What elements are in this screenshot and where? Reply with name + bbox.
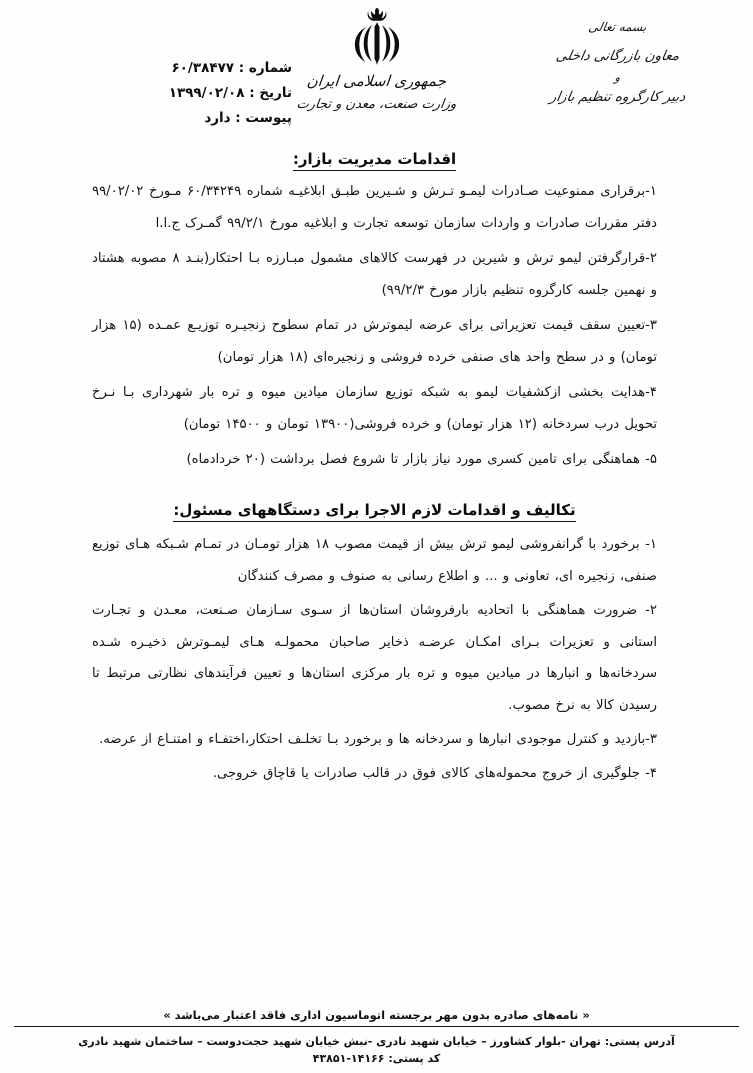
section-heading-2-text: تکالیف و اقدامات لازم الاجرا برای دستگاههای مسئول: — [173, 501, 575, 522]
clause-2-4: ۴- جلوگیری از خروج محموله‌های کالای فوق در قالب صادرات یا قاچاق خروجی. — [212, 766, 657, 782]
document-footer — [0, 1008, 753, 1065]
letter-date-label: تاریخ : — [249, 85, 292, 101]
footer-postal-code: کد پستی: ۱۴۱۶۶-۴۳۸۵۱ — [312, 1052, 441, 1065]
ministry-name: وزارت صنعت، معدن و تجارت — [295, 97, 458, 112]
footer-validity-note: « نامه‌های صادره بدون مهر برجسته اتوماسیون اداری فاقد اعتبار می‌باشد » — [163, 1007, 590, 1022]
footer-address: آدرس پستی: تهران -بلوار کشاورز – خیابان شهید نادری -نبش خیابان شهید حجت‌دوست – ساختمان شهید نادری — [78, 1034, 675, 1048]
letter-number-row — [42, 56, 292, 81]
signer-role-line-1: معاون بازرگانی داخلی — [554, 48, 681, 65]
bismillah-text: بسمه تعالی — [587, 20, 648, 34]
section-heading-mandatory-actions — [92, 501, 657, 519]
clause-2-2: ۲- ضرورت هماهنگی با اتحادیه بارفروشان استان‌ها از سـوی سـازمان صـنعت، معـدن و تجـارت استانی و تعزیرات بـرای امکـان عرضـه ذخایر صاحبان محمولـه هـای لیمـوترش ذخیـره شـده سردخانه‌ها و انبارها در میادین میوه و تره بار مرکزی استان‌ها و تعیین فرآیندهای نظارتی مرتبط تا رسیدن کالا به نرخ مصوب. — [92, 603, 657, 713]
letter-metadata — [42, 56, 292, 131]
letter-date-row — [42, 81, 292, 106]
clause-1-4: ۴-هدایت بخشی ازکشفیات لیمو به شبکه توزیع سازمان میادین میوه و تره بار شهرداری بـا نـرخ تحویل درب سردخانه (۱۲ هزار تومان) و خرده فروشی(۱۳۹۰۰ تومان و ۱۴۵۰۰ تومان) — [92, 384, 657, 432]
letter-number-label: شماره : — [238, 60, 292, 76]
document-header — [0, 0, 753, 150]
letter-attachment-row — [42, 106, 292, 131]
clause-1-3: ۳-تعیین سقف قیمت تعزیراتی برای عرضه لیموترش در تمام سطوح زنجیـره توزیـع عمـده (۱۵ هزار تومان) و در سطح واحد های صنفی خرده فروشی و زنجیره‌ای (۱۸ هزار تومان) — [92, 317, 657, 365]
iran-national-emblem-icon — [349, 8, 405, 70]
clause-1-1: ۱-برقراری ممنوعیت صـادرات لیمـو تـرش و شـیرین طبـق ابلاغیـه شماره ۶۰/۳۴۲۴۹ مـورخ ۹۹/۰۲/۰۲ دفتر مقررات صادرات و واردات سازمان توسعه تجارت و ابلاغیه مورخ ۹۹/۲/۱ گمـرک ج.ا.ا — [92, 184, 657, 231]
clause-2-3: ۳-بازدید و کنترل موجودی انبارها و سردخانه ها و برخورد بـا تخلـف احتکار،اختفـاء و امتنـاع از عرضه. — [99, 731, 657, 747]
footer-divider — [14, 1026, 739, 1027]
signer-conjunction: و — [613, 70, 622, 84]
letter-attachment-label: پیوست : — [235, 110, 292, 126]
clause-1-5: ۵- هماهنگی برای تامین کسری مورد نیاز بازار تا شروع فصل برداشت (۲۰ خردادماه) — [186, 451, 657, 467]
document-body — [0, 150, 753, 790]
organization-name: جمهوری اسلامی ایران — [305, 72, 448, 90]
section-heading-market-actions — [92, 150, 657, 168]
clause-1-2: ۲-قرارگرفتن لیمو ترش و شیرین در فهرست کالاهای مشمول مبـارزه بـا احتکار(بنـد ۸ مصوبه هشتاد و نهمین جلسه کارگروه تنظیم بازار مورخ ۹۹/۲/۳) — [92, 250, 658, 298]
letter-attachment-value: دارد — [204, 110, 231, 126]
signer-role-line-2: دبیر کارگروه تنظیم بازار — [548, 89, 687, 106]
signature-block — [510, 18, 725, 109]
letter-date-value: ۱۳۹۹/۰۲/۰۸ — [168, 85, 245, 101]
clause-2-1: ۱- برخورد با گرانفروشی لیمو ترش بیش از قیمت مصوب ۱۸ هزار تومـان در تمـام شـبکه هـای توزیع صنفی، زنجیره ای، تعاونی و ... و اطلاع رسانی به صنوف و مصرف کنندگان — [92, 537, 658, 584]
letter-number-value: ۶۰/۳۸۴۷۷ — [171, 60, 235, 76]
section-heading-1-text: اقدامات مدیریت بازار: — [293, 150, 456, 171]
